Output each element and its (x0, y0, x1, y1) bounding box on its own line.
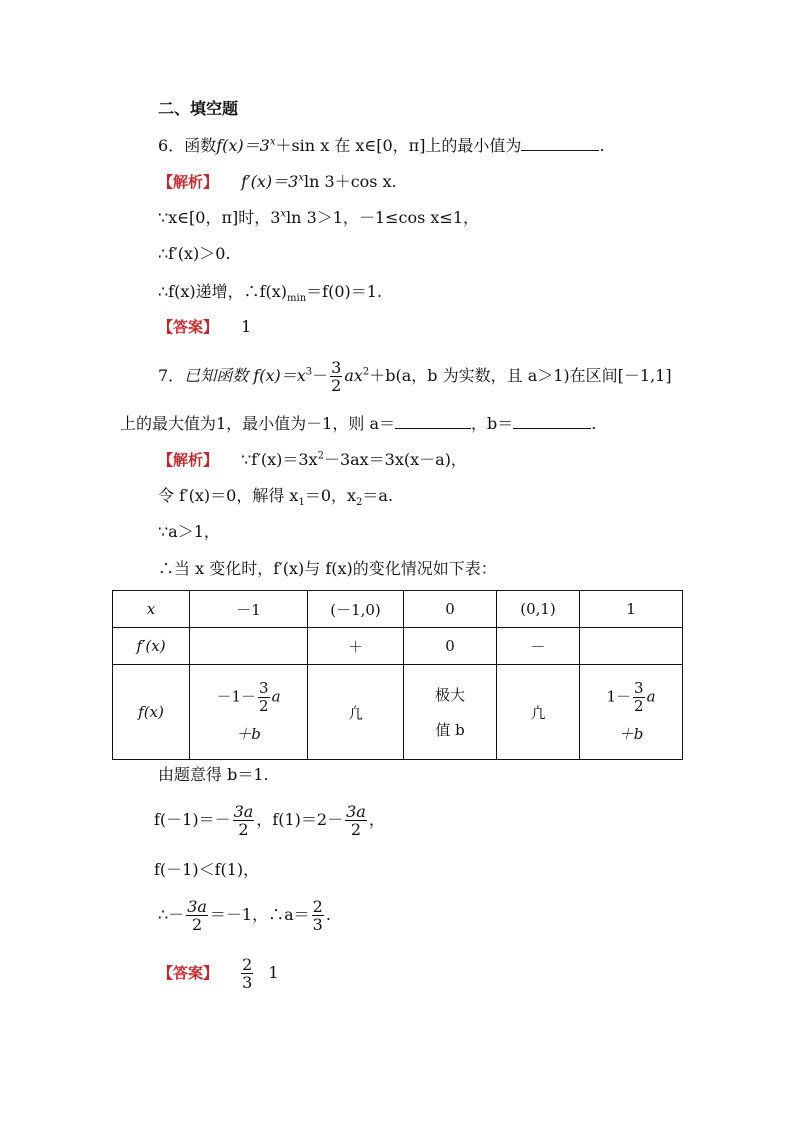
q7-solution-line-4: ∴当 x 变化时，f′(x)与 f(x)的变化情况如下表： (158, 559, 497, 578)
solution-tag: 【解析】 (158, 451, 219, 469)
q6-func: f(x)＝3 (216, 136, 270, 155)
question-7: 7．已知函数 $f(x)=x^3-$ $\frac{3}{2}$ $ax^2+b(a$，b 为实数，且 a＞1)在区间[－1,1] (158, 358, 672, 395)
table-cell: x (113, 591, 190, 628)
table-cell: 0 (404, 591, 497, 628)
answer-tag: 【答案】 (158, 964, 219, 982)
q6-period: . (599, 136, 605, 155)
table-cell: 1 (580, 591, 683, 628)
solution-tag: 【解析】 (158, 173, 219, 191)
table-cell: f′(x) (113, 628, 190, 665)
table-cell: f(x) (113, 665, 190, 760)
q7-solution-line-3: ∵a＞1， (158, 522, 220, 541)
q7-blank-a[interactable] (395, 413, 471, 429)
q6-solution-line-3: ∴f′(x)＞0. (158, 244, 231, 263)
q6-answer: 1 (241, 317, 252, 336)
table-cell (580, 628, 683, 665)
q6-answer-blank[interactable] (521, 135, 599, 151)
q7-solution-line-8: ∴－ $\frac{3a}{2}$ ＝－1，∴a＝ $\frac{2}{3}$ . (158, 897, 331, 934)
variation-table (112, 590, 682, 760)
q6-solution-line-1: 【解析】 $f'(x)=3^x\ln$ 3＋cos x. (158, 172, 397, 191)
answer-tag: 【答案】 (158, 318, 219, 336)
table-cell: －1－ $\frac{3}{2}$ a ＋b (190, 665, 308, 760)
q6-solution-line-2: ∵x∈[0，π]时，3$^x$ln 3＞1，－1≤cos x≤1， (158, 208, 480, 227)
q6-answer-line (158, 317, 251, 337)
q7-answer-line (158, 953, 279, 993)
question-6 (158, 135, 605, 156)
q6-solution-line-4: ∴f(x)递增，$\therefore f(x)_{min}=f(0)=1$. (158, 282, 383, 305)
table-cell (190, 628, 308, 665)
q6-number: 6． (158, 136, 185, 155)
section-title: 二、填空题 (158, 99, 239, 118)
table-cell: 0 (404, 628, 497, 665)
table-cell: ＋ (308, 628, 404, 665)
table-cell: － (497, 628, 580, 665)
q7-solution-line-5: 由题意得 b＝1. (158, 765, 269, 784)
q7-solution-line-2: 令 f′(x)＝0，解得 $x_1=0$，$x_2=a$. (158, 486, 394, 509)
q7-solution-line-7: f(－1)＜f(1)， (154, 860, 260, 879)
table-cell: 极大 值 b (404, 665, 497, 760)
q7-answer-b: 1 (268, 963, 279, 982)
table-cell: 凣 (497, 665, 580, 760)
table-cell: －1 (190, 591, 308, 628)
q7-answer-fraction: $\frac{2}{3}$ (242, 955, 253, 992)
table-cell: 1－ $\frac{3}{2}$ a ＋b (580, 665, 683, 760)
q7-fraction: $\frac{3}{2}$ (331, 358, 342, 395)
q7-solution-line-1: 【解析】 $\because f'(x)=3x^2-3ax=3x(x-a)$， (158, 450, 467, 469)
table-row (113, 665, 683, 760)
table-cell: (－1,0) (308, 591, 404, 628)
q7-solution-line-6: f(－1)＝－ $\frac{3a}{2}$ ，f(1)＝2－ $\frac{3a}{2}$ ， (154, 802, 385, 839)
table-cell: 凢 (308, 665, 404, 760)
q6-prompt-rest: ＋sin x 在 x∈[0，π]上的最小值为 (275, 136, 522, 155)
question-7-line-2: 上的最大值为1，最小值为－1，则 a＝ ，b＝ . (120, 414, 597, 433)
q6-exponent: x (269, 136, 276, 148)
q6-prompt: 函数 (184, 136, 217, 155)
q7-blank-b[interactable] (513, 413, 591, 429)
table-cell: (0,1) (497, 591, 580, 628)
table-row (113, 628, 683, 665)
table-row (113, 591, 683, 628)
